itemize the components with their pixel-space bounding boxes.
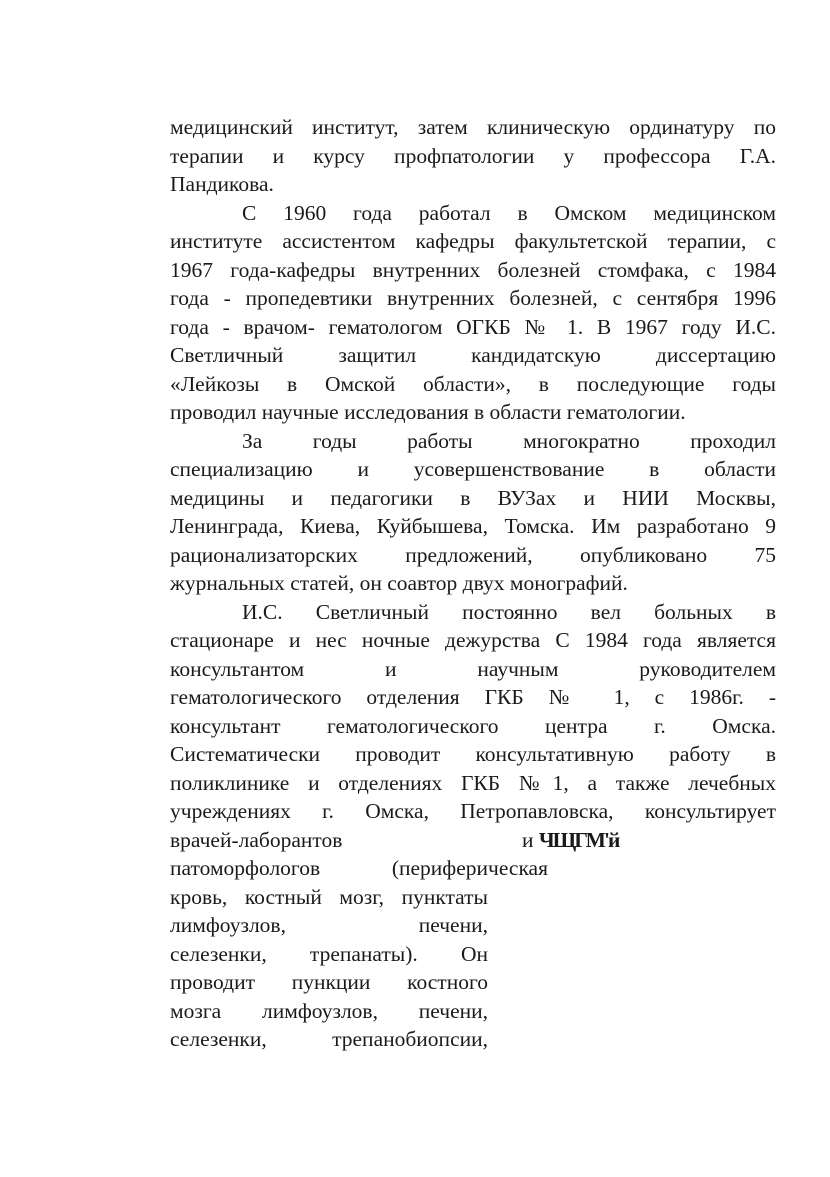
paragraph-first-line: С 1960 года работал в Омском медицинском [242,200,776,225]
text-line: рационализаторских предложений, опубликовано 75 [170,542,776,567]
text-line: Светличный защитил кандидатскую диссертацию [170,343,776,367]
document-body-text [170,113,776,1054]
text-line: проводит пункции костного [170,970,488,994]
text-line: Пандикова. [170,172,274,196]
text-line: стационаре и нес ночные дежурства С 1984 года является [170,628,776,652]
split-text-row [170,826,776,855]
text-line: институте ассистентом кафедры факультетской терапии, с [170,229,776,253]
conjunction-word: и [522,827,534,852]
text-line: журнальных статей, он соавтор двух монографий. [170,571,628,595]
text-fragment-right [522,826,618,855]
text-line: селезенки, трепанаты). Он [170,941,488,966]
text-line: медицины и педагогики в ВУЗах и НИИ Москвы, [170,485,776,510]
text-line: консультант гематологического центра г. Омска. [170,713,776,738]
text-line: кровь, костный мозг, пунктаты [170,884,488,909]
text-line: селезенки, трепанобиопсии, [170,1027,488,1051]
text-line: учреждениях г. Омска, Петропавловска, консультирует [170,799,776,823]
text-line: терапии и курсу профпатологии у профессора Г.А. [170,143,776,168]
text-line: поликлинике и отделениях ГКБ №1, а также лечебных [170,770,776,795]
text-line: 1967 года-кафедры внутренних болезней стомфака, с 1984 [170,257,776,282]
paragraph-first-line: За годы работы многократно проходил [242,428,776,453]
text-line: проводил научные исследования в области гематологии. [170,400,686,424]
text-line: мозга лимфоузлов, печени, [170,998,488,1023]
paragraph-first-line: И.С. Светличный постоянно вел больных в [242,599,776,624]
text-line: лимфоузлов, печени, [170,913,488,937]
text-line: консультантом и научным руководителем [170,656,776,681]
text-line: гематологического отделения ГКБ № 1, с 1986г. - [170,685,776,709]
text-line: Ленинграда, Киева, Куйбышева, Томска. Им разработано 9 [170,514,776,538]
text-line: патоморфологов (периферическая [170,856,548,880]
text-line: медицинский институт, затем клиническую ординатуру по [170,115,776,139]
text-line: Систематически проводит консультативную работу в [170,742,776,766]
text-line: года - пропедевтики внутренних болезней, с сентября 1996 [170,286,776,310]
text-fragment-left: врачей-лаборантов [170,827,343,852]
text-line: года - врачом- гематологом ОГКБ № 1. В 1967 году И.С. [170,314,776,339]
text-line: специализацию и усовершенствование в области [170,457,776,481]
garbled-text: ЧЩГМ'й [538,827,619,852]
text-line: «Лейкозы в Омской области», в последующие годы [170,371,776,396]
